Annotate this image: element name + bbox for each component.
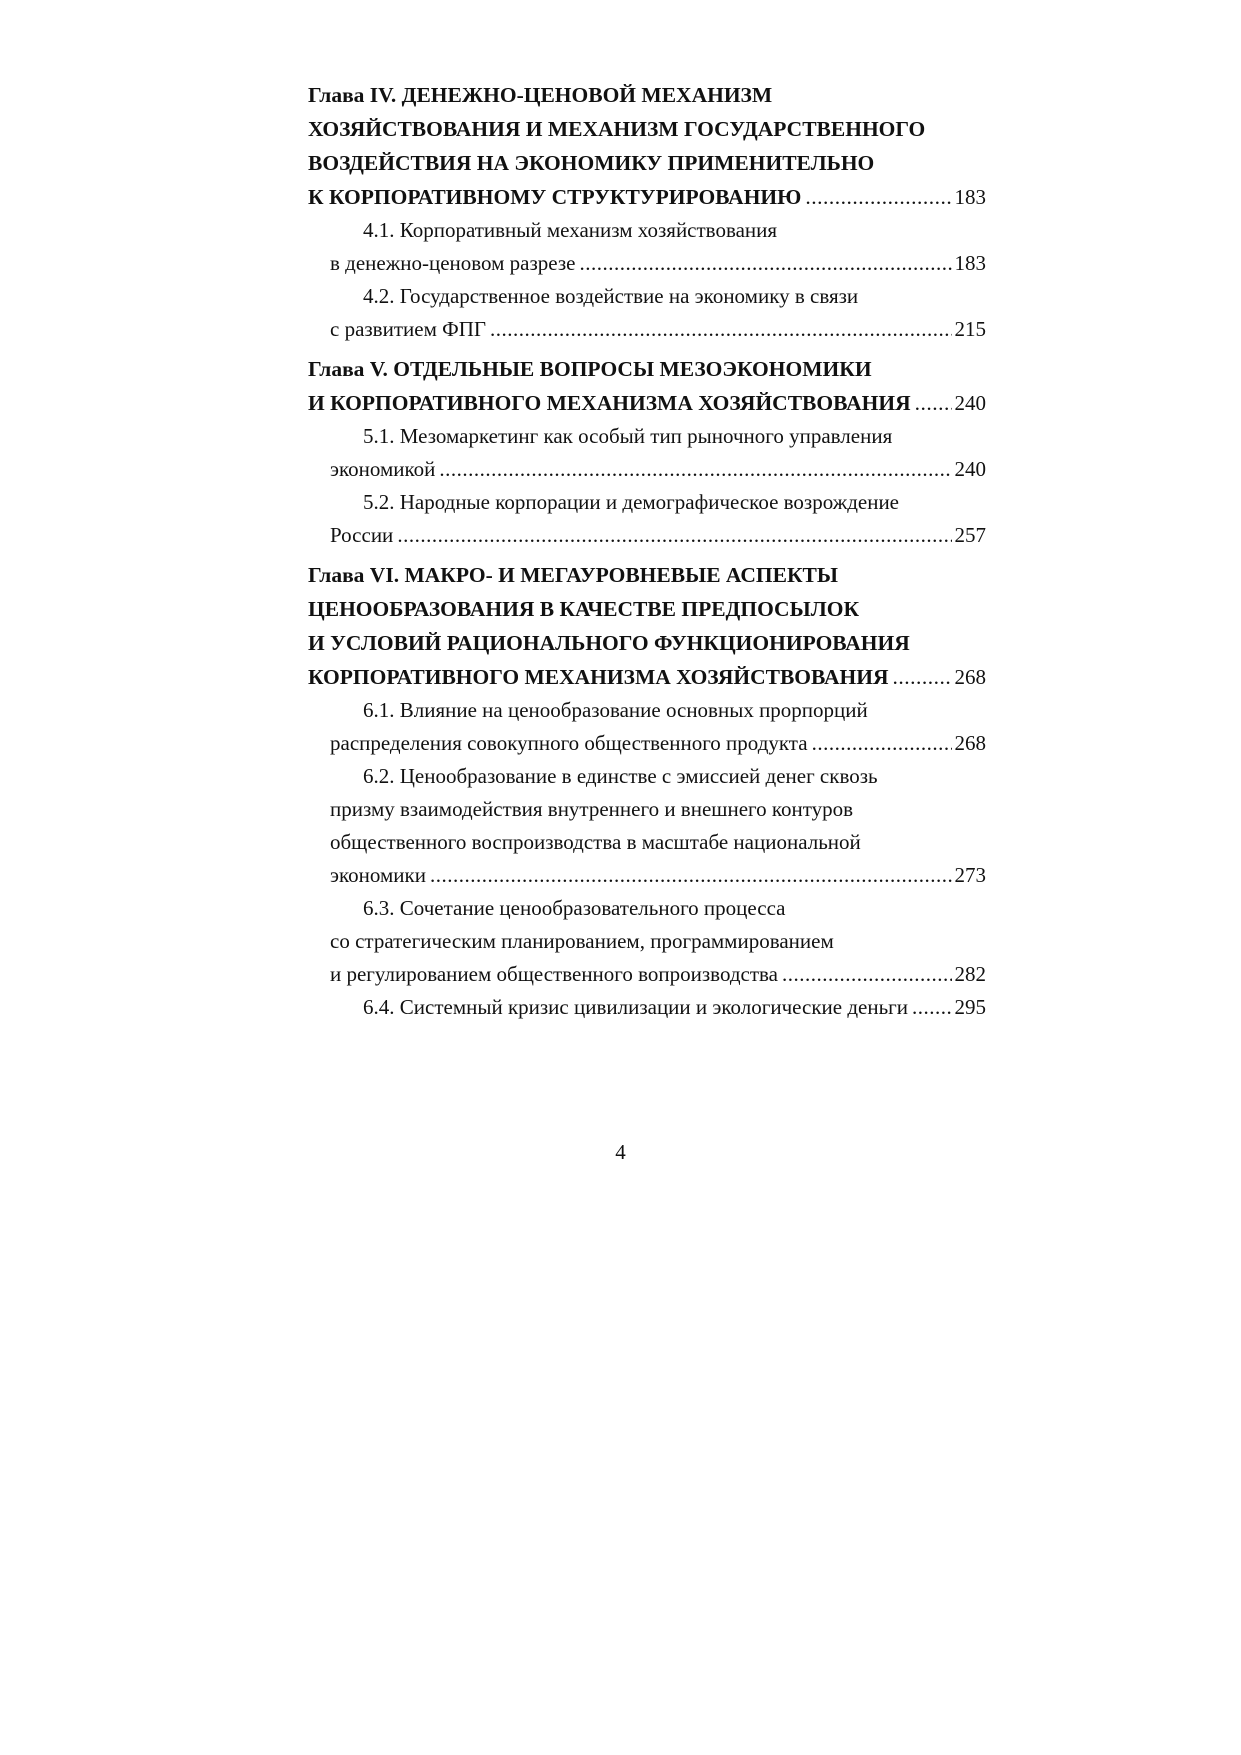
section-6-3-line-3 bbox=[308, 958, 986, 991]
dot-leader bbox=[397, 519, 951, 552]
section-5-2-text: России bbox=[330, 523, 394, 547]
section-6-2-text: экономики bbox=[330, 863, 426, 887]
chapter-4-page-number: 183 bbox=[954, 185, 986, 209]
chapter-4 bbox=[308, 78, 986, 346]
dot-leader bbox=[430, 859, 952, 892]
chapter-4-title-line-4 bbox=[308, 180, 986, 214]
section-4-2-page-number: 215 bbox=[954, 317, 986, 341]
dot-leader bbox=[912, 991, 951, 1024]
section-4-1-line-2 bbox=[308, 247, 986, 280]
section-6-4-page-number: 295 bbox=[954, 995, 986, 1019]
section-6-3-line-2: со стратегическим планированием, программированием bbox=[330, 929, 834, 953]
dot-leader bbox=[915, 386, 952, 420]
section-5-1-page-number: 240 bbox=[954, 457, 986, 481]
section-6-3-text: и регулированием общественного вопроизводства bbox=[330, 962, 778, 986]
chapter-6 bbox=[308, 558, 986, 1024]
section-4-2-line-2 bbox=[308, 313, 986, 346]
dot-leader bbox=[893, 660, 952, 694]
section-5-2-line-2 bbox=[308, 519, 986, 552]
chapter-6-title-text: КОРПОРАТИВНОГО МЕХАНИЗМА ХОЗЯЙСТВОВАНИЯ bbox=[308, 665, 889, 689]
section-5-2-line-1: 5.2. Народные корпорации и демографическое возрождение bbox=[363, 490, 900, 514]
chapter-4-title-line-2: ХОЗЯЙСТВОВАНИЯ И МЕХАНИЗМ ГОСУДАРСТВЕННОГО bbox=[308, 117, 926, 141]
chapter-4-title-text: К КОРПОРАТИВНОМУ СТРУКТУРИРОВАНИЮ bbox=[308, 185, 802, 209]
section-6-2-line-1: 6.2. Ценообразование в единстве с эмиссией денег сквозь bbox=[363, 764, 878, 788]
dot-leader bbox=[805, 180, 951, 214]
chapter-6-title-line-2: ЦЕНООБРАЗОВАНИЯ В КАЧЕСТВЕ ПРЕДПОСЫЛОК bbox=[308, 597, 860, 621]
section-6-2-line-4 bbox=[308, 859, 986, 892]
dot-leader bbox=[812, 727, 952, 760]
section-4-1-page-number: 183 bbox=[954, 251, 986, 275]
section-6-2-page-number: 273 bbox=[954, 863, 986, 887]
chapter-5-page-number: 240 bbox=[954, 391, 986, 415]
section-5-1-line-1: 5.1. Мезомаркетинг как особый тип рыночного управления bbox=[363, 424, 893, 448]
section-5-2-page-number: 257 bbox=[954, 523, 986, 547]
chapter-5-title-text: И КОРПОРАТИВНОГО МЕХАНИЗМА ХОЗЯЙСТВОВАНИЯ bbox=[308, 391, 911, 415]
section-5-1-text: экономикой bbox=[330, 457, 436, 481]
chapter-6-title-line-1: Глава VI. МАКРО- И МЕГАУРОВНЕВЫЕ АСПЕКТЫ bbox=[308, 563, 838, 587]
section-5-1-line-2 bbox=[308, 453, 986, 486]
chapter-6-title-line-3: И УСЛОВИЙ РАЦИОНАЛЬНОГО ФУНКЦИОНИРОВАНИЯ bbox=[308, 631, 910, 655]
section-6-1-text: распределения совокупного общественного продукта bbox=[330, 731, 808, 755]
section-6-3-line-1: 6.3. Сочетание ценообразовательного процесса bbox=[363, 896, 786, 920]
section-6-1-line-1: 6.1. Влияние на ценообразование основных прорпорций bbox=[363, 698, 868, 722]
section-4-1-line-1: 4.1. Корпоративный механизм хозяйствования bbox=[363, 218, 778, 242]
page-number: 4 bbox=[615, 1140, 626, 1164]
chapter-6-page-number: 268 bbox=[954, 665, 986, 689]
chapter-5-title-line-1: Глава V. ОТДЕЛЬНЫЕ ВОПРОСЫ МЕЗОЭКОНОМИКИ bbox=[308, 357, 872, 381]
section-4-2-text: с развитием ФПГ bbox=[330, 317, 487, 341]
dot-leader bbox=[782, 958, 952, 991]
dot-leader bbox=[580, 247, 952, 280]
section-6-4-text: 6.4. Системный кризис цивилизации и экологические деньги bbox=[363, 995, 909, 1019]
dot-leader bbox=[439, 453, 951, 486]
section-6-2-line-2: призму взаимодействия внутреннего и внешнего контуров bbox=[330, 797, 854, 821]
dot-leader bbox=[490, 313, 951, 346]
chapter-6-title-line-4 bbox=[308, 660, 986, 694]
chapter-5 bbox=[308, 352, 986, 552]
section-4-2-line-1: 4.2. Государственное воздействие на экономику в связи bbox=[363, 284, 859, 308]
section-6-3-page-number: 282 bbox=[954, 962, 986, 986]
section-4-1-text: в денежно-ценовом разрезе bbox=[330, 251, 576, 275]
table-of-contents bbox=[308, 78, 986, 1024]
chapter-5-title-line-2 bbox=[308, 386, 986, 420]
section-6-4-line-1 bbox=[308, 991, 986, 1024]
section-6-2-line-3: общественного воспроизводства в масштабе национальной bbox=[330, 830, 861, 854]
chapter-4-title-line-3: ВОЗДЕЙСТВИЯ НА ЭКОНОМИКУ ПРИМЕНИТЕЛЬНО bbox=[308, 151, 875, 175]
section-6-1-line-2 bbox=[308, 727, 986, 760]
section-6-1-page-number: 268 bbox=[954, 731, 986, 755]
chapter-4-title-line-1: Глава IV. ДЕНЕЖНО-ЦЕНОВОЙ МЕХАНИЗМ bbox=[308, 83, 773, 107]
